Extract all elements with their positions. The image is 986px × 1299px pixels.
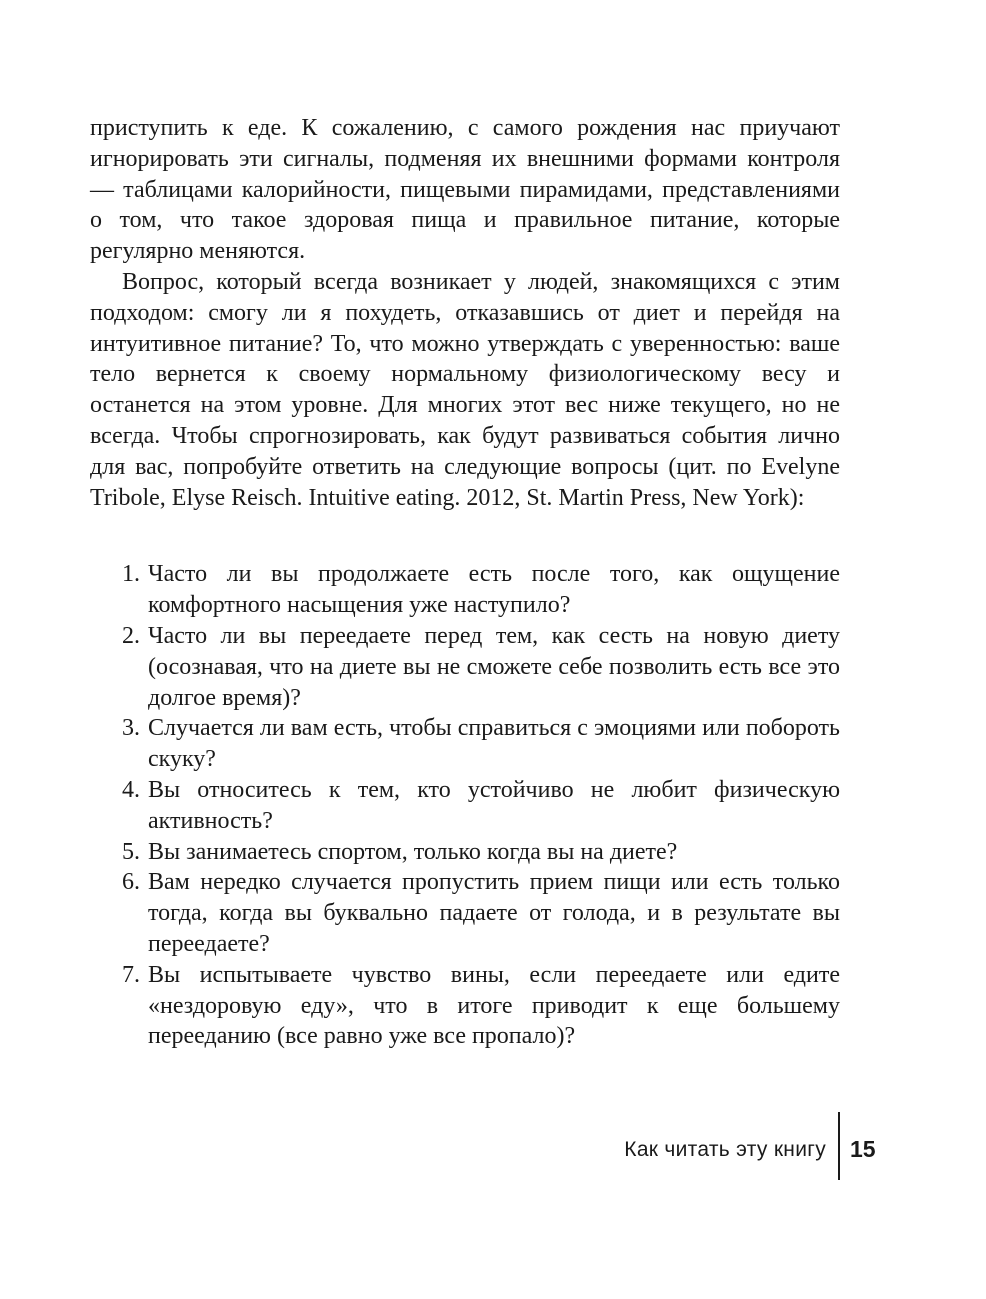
question-item [90,960,840,1052]
question-item [90,775,840,837]
running-title: Как читать эту книгу [624,1138,826,1161]
question-number: 6. [122,869,140,896]
question-text: Вы относитесь к тем, кто устойчиво не любит физическую активность? [148,776,840,834]
question-text: Вам нередко случается пропустить прием пищи или есть только тогда, когда вы буквально падаете от голода, и в результате вы переедаете? [148,869,840,957]
question-number: 4. [122,776,140,803]
page-footer [0,1112,986,1180]
question-number: 7. [122,961,140,988]
question-item [90,559,840,621]
question-text: Часто ли вы продолжаете есть после того, как ощущение комфортного насыщения уже наступило? [148,561,840,619]
question-item [90,867,840,959]
question-number: 2. [122,622,140,649]
question-item [90,837,840,868]
question-text: Вы занимаетесь спортом, только когда вы на диете? [148,838,678,865]
page-number: 15 [850,1136,876,1162]
question-text: Случается ли вам есть, чтобы справиться с эмоциями или побороть скуку? [148,715,840,773]
question-number: 3. [122,715,140,742]
question-item [90,621,840,713]
question-text: Вы испытываете чувство вины, если переедаете или едите «нездоровую еду», что в итоге приводит к еще большему перееданию (все равно уже все пропало)? [148,961,840,1050]
footer-divider [838,1112,840,1180]
question-text: Часто ли вы переедаете перед тем, как сесть на новую диету (осознавая, что на диете вы не сможете себе позволить есть все это долгое время)? [148,622,840,711]
question-number: 1. [122,561,140,588]
questions-list [90,559,840,1052]
main-text [90,113,840,1052]
paragraph-1: приступить к еде. К сожалению, с самого рождения нас приучают игнорировать эти сигналы, подменяя их внешними формами контроля — таблицами калорийности, пищевыми пирамидами, представлениями о том, что такое здоровая пища и правильное питание, которые регулярно меняются. [90,115,840,265]
question-number: 5. [122,838,140,865]
paragraph-2: Вопрос, который всегда возникает у людей, знакомящихся с этим подходом: смогу ли я похудеть, отказавшись от диет и перейдя на интуитивное питание? То, что можно утверждать с уверенностью: ваше тело вернется к своему нормальному физиологическому весу и останется на этом уровне. Для многих этот вес ниже текущего, но не всегда. Чтобы спрогнозировать, как будут развиваться события лично для вас, попробуйте ответить на следующие вопросы (цит. по Evelyne Tribole, Elyse Reisch. Intuitive eating. 2012, St. Martin Press, New York): [90,268,840,511]
question-item [90,713,840,775]
